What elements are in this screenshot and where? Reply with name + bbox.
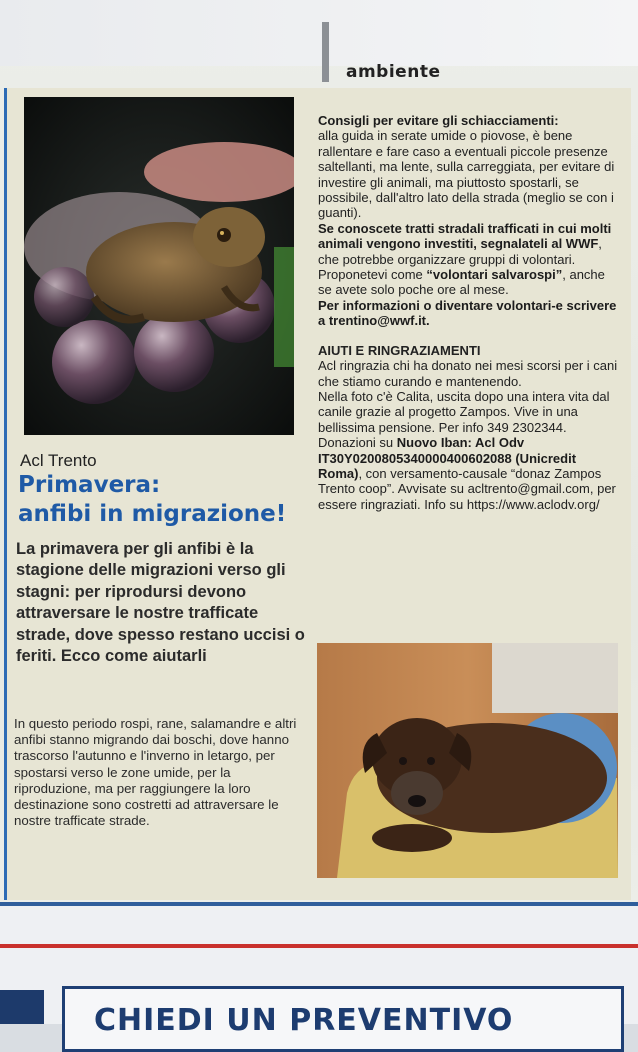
left-blue-rule <box>4 88 7 900</box>
ad-edge-block <box>0 990 44 1024</box>
section-label: ambiente <box>346 62 441 82</box>
aiuti-p2 <box>318 389 618 512</box>
aiuti-p1: Acl ringrazia chi ha donato nei mesi scorsi per i cani che stiamo curando e mantenendo. <box>318 358 618 389</box>
aiuti-p2-text: Nella foto c'è Calita, uscita dopo una intera vita dal canile grazie al progetto Zampos. Vive in una bellissima pensione. Per info 349 2302344. Donazioni su <box>318 388 610 451</box>
tips-p2-bold: Se conoscete tratti stradali trafficati in cui molti animali vengono investiti, segnalateli al WWF <box>318 220 612 252</box>
article-deck: La primavera per gli anfibi è la stagione delle migrazioni verso gli stagni: per riprodursi devono attraversare le nostre trafficate strade, dove spesso restano uccisi o feriti. Ecco come aiutarli <box>16 540 305 666</box>
tips-heading: Consigli per evitare gli schiacciamenti: <box>318 113 559 128</box>
right-column <box>318 113 618 512</box>
tips-p2-text: , che potrebbe organizzare gruppi di volontari. Proponetevi come <box>318 236 602 283</box>
article-kicker: Acl Trento <box>20 451 97 470</box>
section-marker-bar <box>322 22 329 82</box>
tips-p2-text2: , anche se avete solo poche ore al mese. <box>318 267 605 298</box>
toad-photo <box>24 97 294 435</box>
article-body: In questo periodo rospi, rane, salamandre e altri anfibi stanno migrando dai boschi, dove hanno trascorso l'autunno e l'inverno in letargo, per spostarsi verso le zone umide, per la riproduzione, ma per raggiungere la loro destinazione sono costretti ad attraversare le nostre trafficate strade. <box>14 716 297 829</box>
aiuti-heading: AIUTI E RINGRAZIAMENTI <box>318 342 481 358</box>
page-top-margin <box>0 0 638 66</box>
tips-paragraph <box>318 113 618 221</box>
tips-p3-bold: Per informazioni o diventare volontari-e scrivere a trentino@wwf.it. <box>318 297 617 329</box>
title-line-1: Primavera: <box>18 472 161 498</box>
tips-p2-quote: “volontari salvarospi” <box>426 267 563 283</box>
footer-red-rule <box>0 944 638 948</box>
tips-text: alla guida in serate umide o piovose, è bene rallentare e fare caso a eventuali piccole presenze saltellanti, ma lente, sulla carreggiata, per evitare di investire gli animali, ma piuttosto spostarli, se possibile, dall'altro lato della strada (meglio se con i guanti). <box>318 128 615 221</box>
dog-photo <box>317 643 618 878</box>
tips-paragraph-3 <box>318 298 618 329</box>
article-title <box>18 471 308 529</box>
tips-paragraph-2 <box>318 221 618 298</box>
title-line-2: anfibi in migrazione! <box>18 501 287 527</box>
ad-banner-text: CHIEDI UN PREVENTIVO <box>94 1003 514 1038</box>
aiuti-iban: Nuovo Iban: Acl Odv IT30Y0200805340000400602088 (Unicredit Roma) <box>318 435 577 481</box>
aiuti-p2-text2: , con versamento-causale “donaz Zampos Trento coop”. Avvisate su acltrento@gmail.com, per essere ringraziati. Info su https://www.aclodv.org/ <box>318 465 616 512</box>
